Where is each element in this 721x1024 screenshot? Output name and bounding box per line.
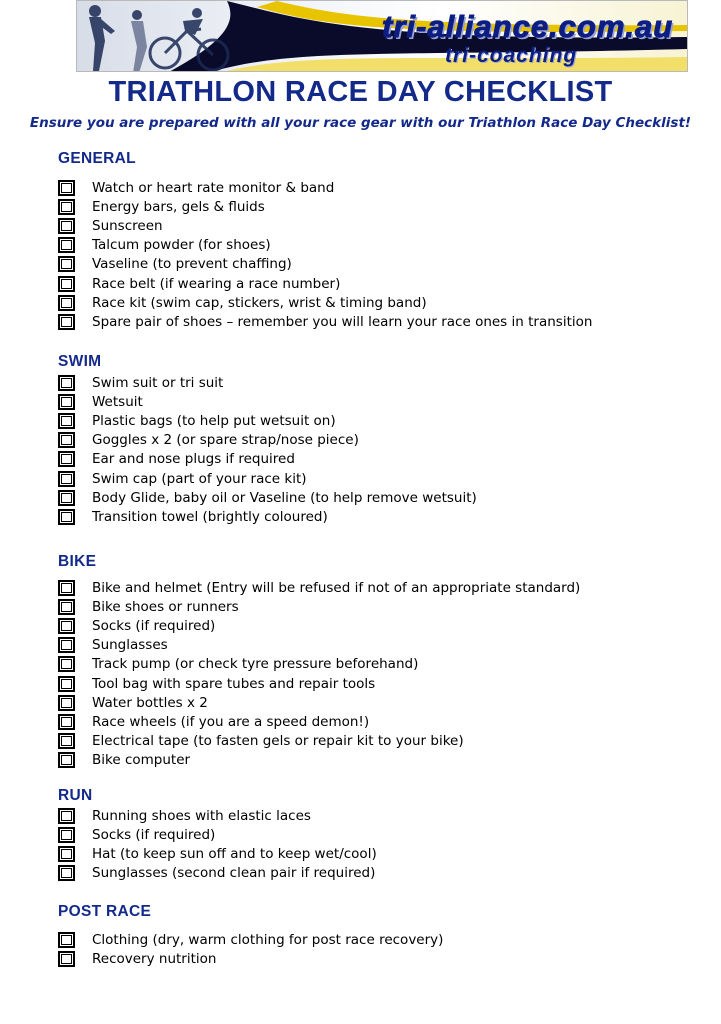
checklist-item[interactable] [58, 507, 477, 526]
header-banner [76, 0, 688, 72]
checklist-run [58, 806, 377, 883]
checkbox[interactable] [58, 637, 75, 653]
item-label: Clothing (dry, warm clothing for post race recovery) [92, 931, 444, 948]
brand-tagline: tri-coaching [445, 44, 578, 67]
checklist-general [58, 178, 592, 332]
checkbox[interactable] [58, 394, 75, 410]
item-label: Watch or heart rate monitor & band [92, 179, 335, 196]
checkbox[interactable] [58, 375, 75, 391]
checkbox[interactable] [58, 808, 75, 824]
checkbox[interactable] [58, 471, 75, 487]
item-label: Spare pair of shoes – remember you will learn your race ones in transition [92, 313, 593, 330]
item-label: Talcum powder (for shoes) [92, 237, 271, 254]
checklist-item[interactable] [58, 655, 580, 674]
checkbox[interactable] [58, 676, 75, 692]
checklist-item[interactable] [58, 949, 443, 968]
item-label: Sunglasses [92, 637, 168, 654]
item-label: Running shoes with elastic laces [92, 807, 311, 824]
checkbox[interactable] [58, 413, 75, 429]
checkbox[interactable] [58, 752, 75, 768]
checklist-item[interactable] [58, 578, 580, 597]
checklist-swim [58, 373, 477, 527]
checklist-item[interactable] [58, 392, 477, 411]
checklist-item[interactable] [58, 197, 592, 216]
section-heading-bike: BIKE [58, 553, 97, 570]
checkbox[interactable] [58, 599, 75, 615]
checkbox[interactable] [58, 218, 75, 234]
checklist-item[interactable] [58, 674, 580, 693]
checklist-item[interactable] [58, 178, 592, 197]
item-label: Socks (if required) [92, 617, 216, 634]
item-label: Race belt (if wearing a race number) [92, 275, 341, 292]
checklist-bike [58, 578, 580, 770]
page-subtitle: Ensure you are prepared with all your race gear with our Triathlon Race Day Checklist! [29, 115, 692, 131]
checklist-item[interactable] [58, 732, 580, 751]
checkbox[interactable] [58, 865, 75, 881]
checklist-item[interactable] [58, 751, 580, 770]
checklist-item[interactable] [58, 450, 477, 469]
item-label: Recovery nutrition [92, 950, 217, 967]
checkbox[interactable] [58, 733, 75, 749]
checklist-item[interactable] [58, 216, 592, 235]
checklist-item[interactable] [58, 312, 592, 331]
checkbox[interactable] [58, 237, 75, 253]
item-label: Swim cap (part of your race kit) [92, 470, 307, 487]
checklist-item[interactable] [58, 636, 580, 655]
page-title: TRIATHLON RACE DAY CHECKLIST [108, 76, 613, 108]
item-label: Sunscreen [92, 217, 163, 234]
brand-logo-text: tri-alliance.com.au [382, 9, 674, 44]
item-label: Transition towel (brightly coloured) [92, 508, 328, 525]
checklist-item[interactable] [58, 255, 592, 274]
checklist-item[interactable] [58, 693, 580, 712]
item-label: Tool bag with spare tubes and repair tools [92, 675, 376, 692]
checklist-item[interactable] [58, 373, 477, 392]
checkbox[interactable] [58, 618, 75, 634]
checkbox[interactable] [58, 432, 75, 448]
checklist-item[interactable] [58, 712, 580, 731]
checkbox[interactable] [58, 951, 75, 967]
checkbox[interactable] [58, 451, 75, 467]
section-heading-swim: SWIM [58, 353, 102, 370]
checklist-item[interactable] [58, 825, 377, 844]
item-label: Sunglasses (second clean pair if required) [92, 865, 376, 882]
checklist-item[interactable] [58, 806, 377, 825]
checkbox[interactable] [58, 276, 75, 292]
checkbox[interactable] [58, 314, 75, 330]
section-heading-run: RUN [58, 787, 93, 804]
checklist-item[interactable] [58, 616, 580, 635]
item-label: Hat (to keep sun off and to keep wet/cool) [92, 845, 377, 862]
item-label: Vaseline (to prevent chaffing) [92, 256, 292, 273]
checklist-item[interactable] [58, 469, 477, 488]
checkbox[interactable] [58, 827, 75, 843]
item-label: Swim suit or tri suit [92, 374, 224, 391]
item-label: Race kit (swim cap, stickers, wrist & timing band) [92, 294, 427, 311]
item-label: Body Glide, baby oil or Vaseline (to help remove wetsuit) [92, 489, 477, 506]
checklist-item[interactable] [58, 431, 477, 450]
section-heading-post-race: POST RACE [58, 903, 152, 920]
checkbox[interactable] [58, 295, 75, 311]
item-label: Bike computer [92, 752, 191, 769]
item-label: Bike shoes or runners [92, 598, 239, 615]
item-label: Electrical tape (to fasten gels or repair kit to your bike) [92, 733, 464, 750]
item-label: Plastic bags (to help put wetsuit on) [92, 412, 336, 429]
checkbox[interactable] [58, 695, 75, 711]
checkbox[interactable] [58, 199, 75, 215]
checkbox[interactable] [58, 932, 75, 948]
item-label: Bike and helmet (Entry will be refused if not of an appropriate standard) [92, 579, 581, 596]
item-label: Socks (if required) [92, 826, 216, 843]
checklist-item[interactable] [58, 488, 477, 507]
checklist-item[interactable] [58, 236, 592, 255]
checklist-item[interactable] [58, 597, 580, 616]
checklist-item[interactable] [58, 844, 377, 863]
item-label: Track pump (or check tyre pressure beforehand) [92, 656, 419, 673]
checklist-item[interactable] [58, 411, 477, 430]
checkbox[interactable] [58, 580, 75, 596]
section-heading-general: GENERAL [58, 150, 136, 167]
checkbox[interactable] [58, 656, 75, 672]
checkbox[interactable] [58, 180, 75, 196]
checkbox[interactable] [58, 846, 75, 862]
item-label: Wetsuit [92, 393, 143, 410]
item-label: Goggles x 2 (or spare strap/nose piece) [92, 432, 359, 449]
checklist-item[interactable] [58, 864, 377, 883]
checklist-item[interactable] [58, 274, 592, 293]
item-label: Water bottles x 2 [92, 694, 208, 711]
checkbox[interactable] [58, 490, 75, 506]
checkbox[interactable] [58, 256, 75, 272]
checklist-item[interactable] [58, 293, 592, 312]
checkbox[interactable] [58, 509, 75, 525]
checkbox[interactable] [58, 714, 75, 730]
checklist-post-race [58, 930, 443, 968]
item-label: Energy bars, gels & fluids [92, 198, 265, 215]
item-label: Race wheels (if you are a speed demon!) [92, 713, 370, 730]
item-label: Ear and nose plugs if required [92, 451, 295, 468]
checklist-item[interactable] [58, 930, 443, 949]
